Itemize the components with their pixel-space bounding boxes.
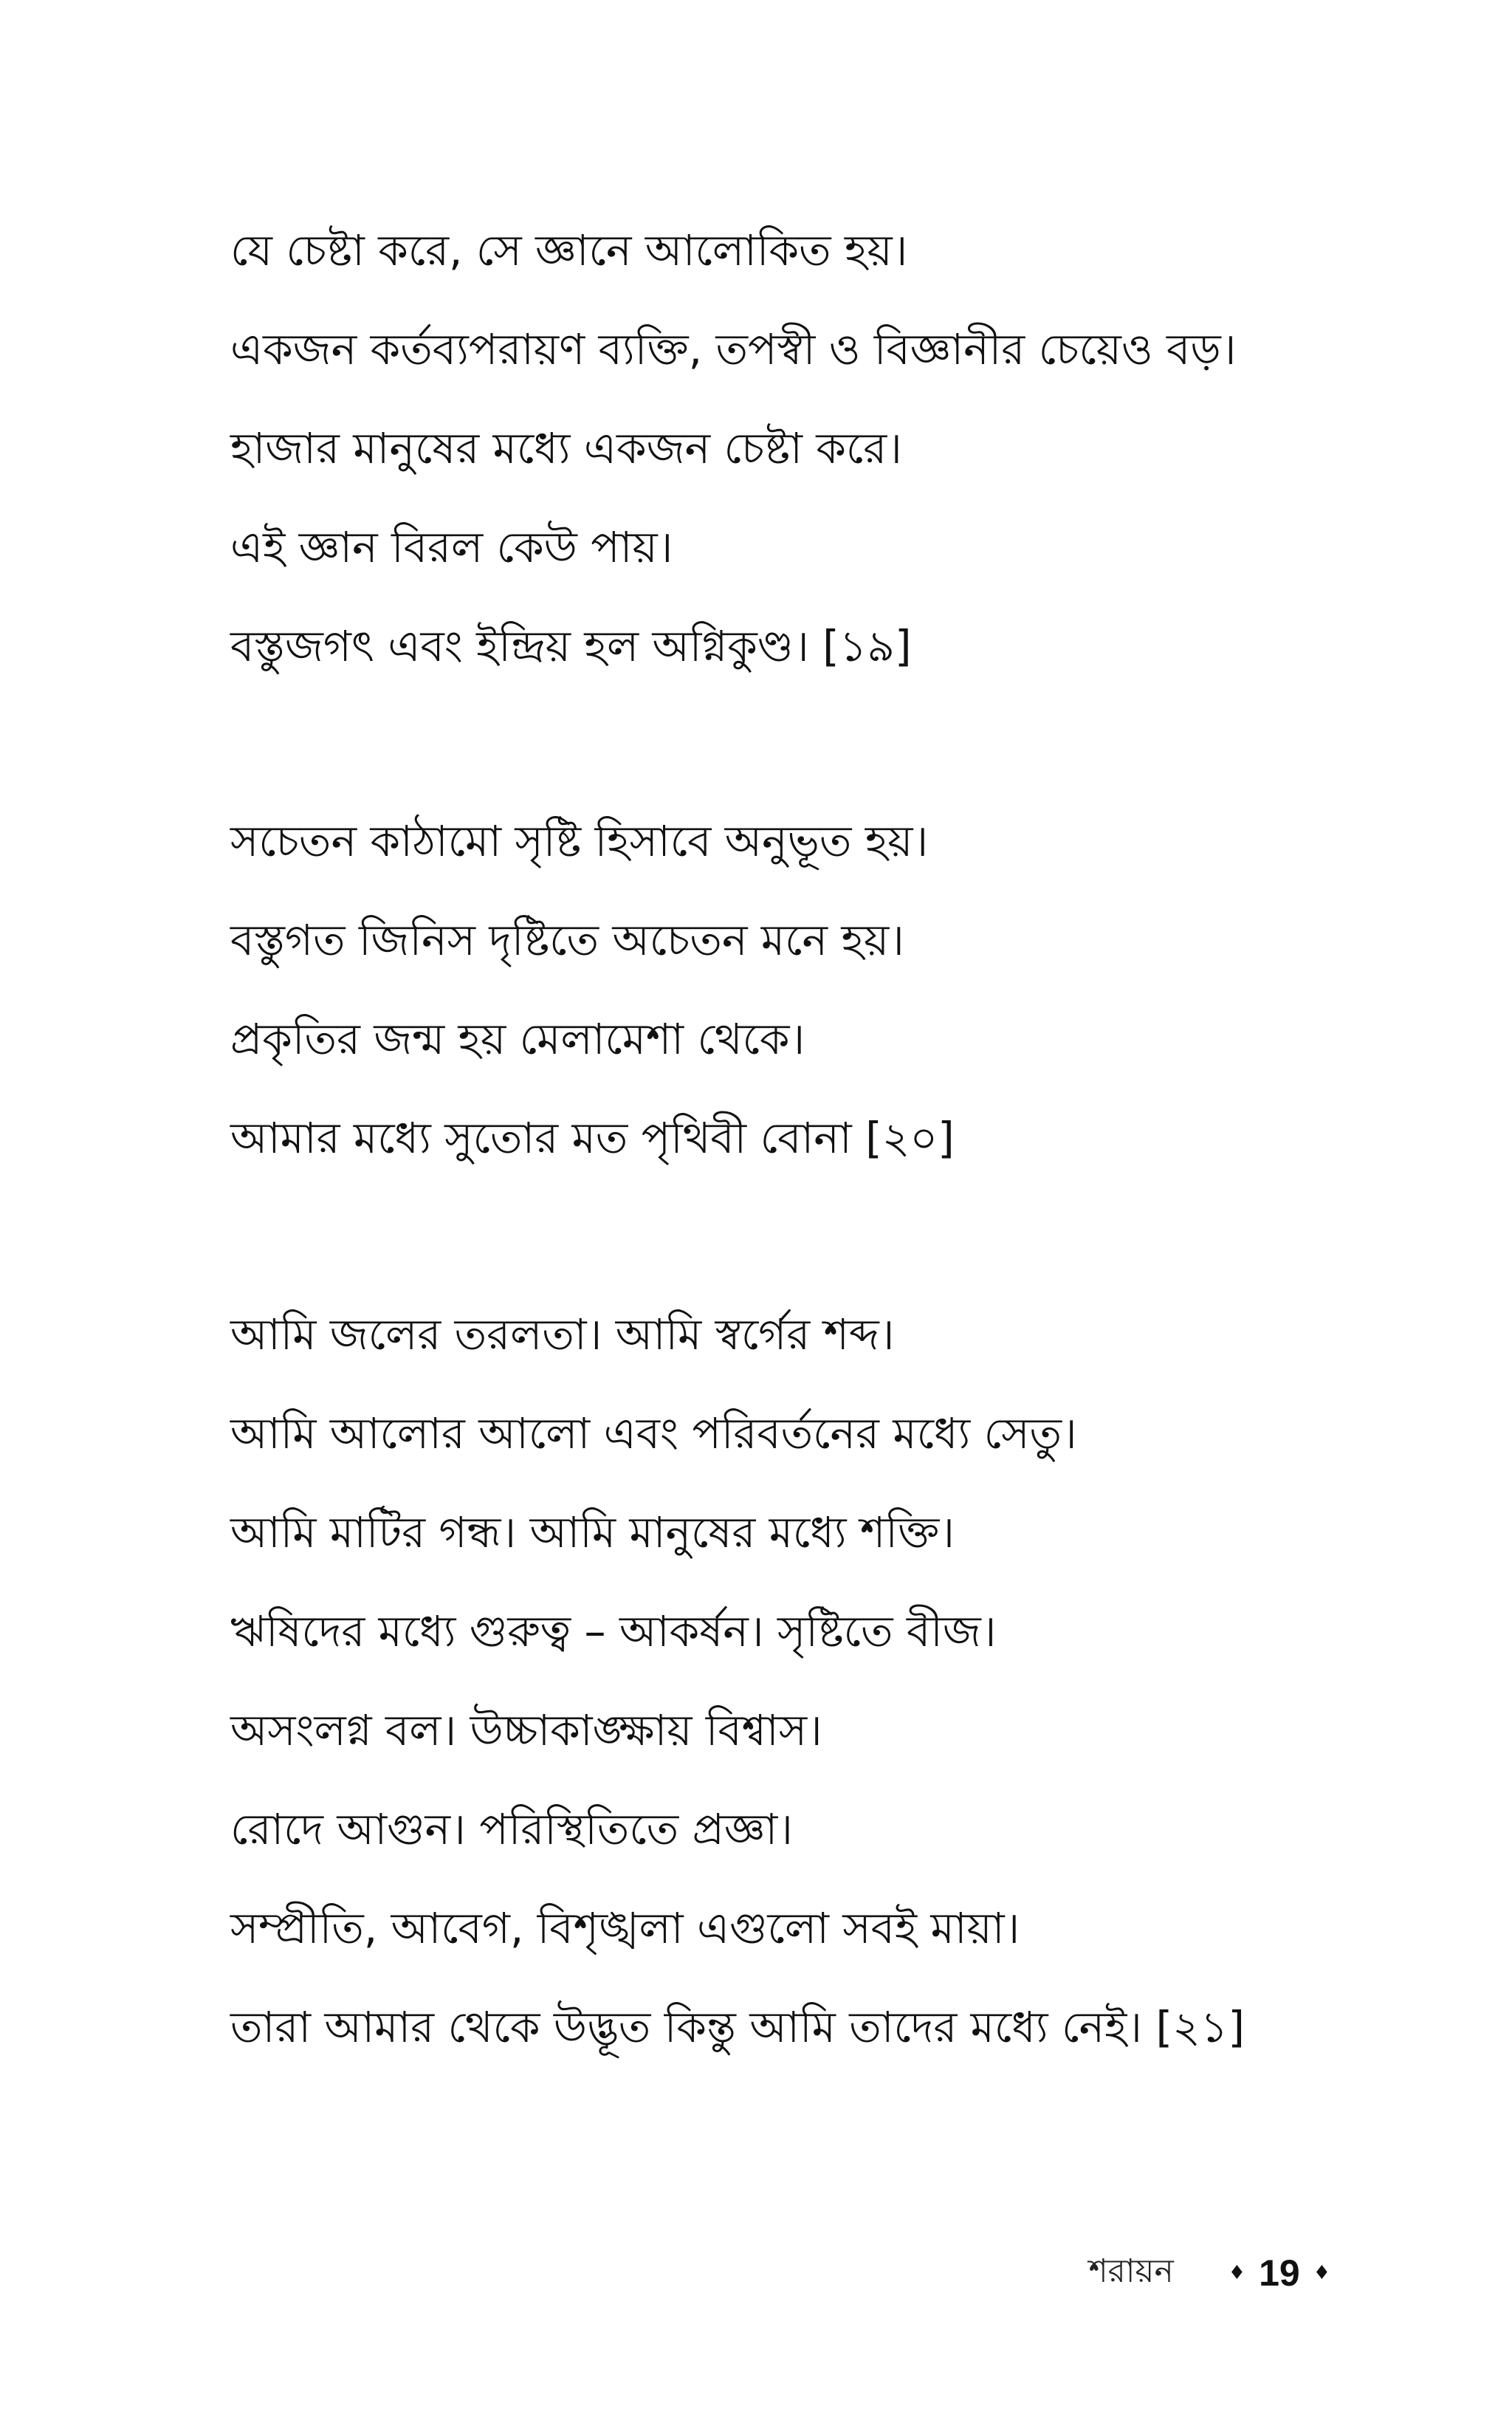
verse-line: বস্তুজগৎ এবং ইন্দ্রিয় হল অগ্নিকুণ্ড। [১৯] (230, 621, 912, 671)
verse-line: এই জ্ঞান বিরল কেউ পায়। (230, 522, 673, 572)
verse-line: হাজার মানুষের মধ্যে একজন চেষ্টা করে। (230, 423, 902, 473)
verse-line: সম্প্রীতি, আবেগ, বিশৃঙ্খলা এগুলো সবই মায়া। (230, 1903, 1020, 1953)
verse-line: বস্তুগত জিনিস দৃষ্টিতে অচেতন মনে হয়। (230, 915, 904, 965)
verse-line: যে চেষ্টা করে, সে জ্ঞানে আলোকিত হয়। (230, 225, 908, 275)
stanza (230, 201, 1382, 696)
verse-line: সচেতন কাঠামো সৃষ্টি হিসাবে অনুভূত হয়। (230, 816, 929, 866)
verse-line: একজন কর্তব্যপরায়ণ ব্যক্তি, তপস্বী ও বিজ্ঞানীর চেয়েও বড়। (230, 324, 1237, 374)
verse-line: আমার মধ্যে সুতোর মত পৃথিবী বোনা [২০] (230, 1113, 955, 1163)
verse-line: আমি জলের তরলতা। আমি স্বর্গের শব্দ। (230, 1309, 895, 1360)
page-number: 19 (1259, 2252, 1300, 2294)
stanza (230, 1285, 1382, 2077)
verse-line: রোদে আগুন। পরিস্থিতিতে প্রজ্ঞা। (230, 1804, 793, 1854)
verse-line: আমি মাটির গন্ধ। আমি মানুষের মধ্যে শক্তি। (230, 1507, 955, 1557)
diamond-icon: ♦ (1228, 2262, 1246, 2284)
page-footer (1019, 2236, 1344, 2310)
verse-line: প্রকৃতির জন্ম হয় মেলামেশা থেকে। (230, 1014, 805, 1064)
verse-line: তারা আমার থেকে উদ্ভূত কিন্তু আমি তাদের মধ্যে নেই। [২১] (230, 2002, 1245, 2052)
stanza (230, 792, 1382, 1187)
running-title: শরায়ন (1088, 2252, 1174, 2290)
verse-line: অসংলগ্ন বল। উচ্চাকাঙ্ক্ষায় বিশ্বাস। (230, 1705, 822, 1755)
verse-line: ঋষিদের মধ্যে গুরুত্ব – আকর্ষন। সৃষ্টিতে বীজ। (230, 1606, 997, 1656)
diamond-icon: ♦ (1313, 2262, 1330, 2284)
verse-line: আমি আলোর আলো এবং পরিবর্তনের মধ্যে সেতু। (230, 1408, 1077, 1458)
